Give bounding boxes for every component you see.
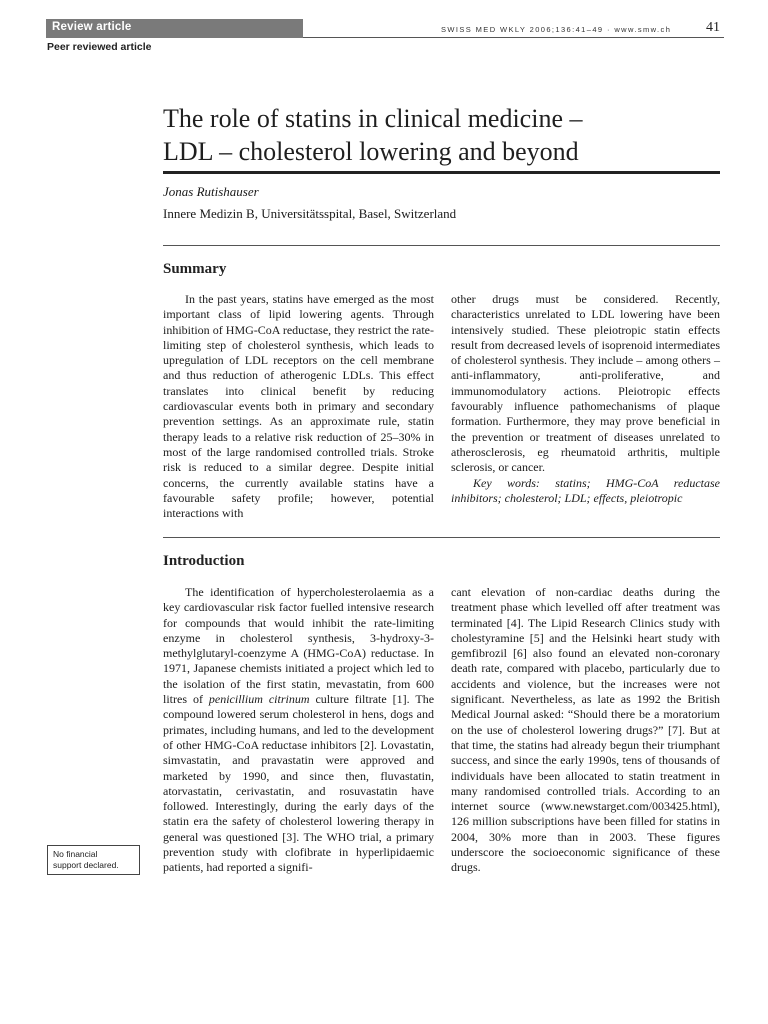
species-name: penicillium citrinum xyxy=(208,692,310,707)
title-rule xyxy=(163,171,720,174)
header-rule xyxy=(303,37,724,38)
author-name: Jonas Rutishauser xyxy=(163,184,259,199)
author-affiliation: Innere Medizin B, Universitätsspital, Basel, Switzerland xyxy=(163,206,457,221)
intro-text-a: The identification of hypercholesterolaemia as a key cardiovascular risk factor fuelled intensive research for compounds that would inhibit the rate-limiting enzyme in cholesterol synthesis, 3-hydroxy-3-methylglutaryl-coenzyme A (HMG-CoA) reductase. In 1971, Japanese chemists initiated a project which led to the isolation of the first statin, mevastatin, from 600 litres of xyxy=(163,585,434,707)
summary-heading: Summary xyxy=(163,261,227,277)
introduction-heading: Introduction xyxy=(163,553,245,569)
peer-review-label: Peer reviewed article xyxy=(47,41,152,53)
title-line-2: LDL – cholesterol lowering and beyond xyxy=(163,137,579,166)
intro-right-column xyxy=(451,585,720,876)
intro-left-column xyxy=(163,585,434,876)
funding-note-line-2: support declared. xyxy=(53,860,119,870)
summary-paragraph-2: other drugs must be considered. Recently, characteristics unrelated to LDL lowering have been intensively studied. These pleiotropic statin effects result from decreased levels of isoprenoid intermediates of cholesterol synthesis. They include – among others – anti-inflammatory, anti-proliferative, and immunomodulatory actions. Pleiotropic effects favourably influence pathomechanisms of plaque formation. Furthermore, they may prove beneficial in the prevention or treatment of diseases unrelated to atherosclerosis, eg rheumatoid arthritis, multiple sclerosis, or cancer. xyxy=(451,292,720,475)
title-line-1: The role of statins in clinical medicine – xyxy=(163,104,583,133)
section-rule xyxy=(163,245,720,246)
funding-note-line-1: No financial xyxy=(53,849,98,859)
intro-text-b: culture filtrate [1]. The compound lowered serum cholesterol in hens, dogs and primates, including humans, and led to the development of other HMG-CoA reductase inhibitors [2]. Lovastatin, simvastatin, and pravastatin were approved and marketed by 1990, and since then, fluvastatin, atorvastatin, cerivastatin, and rosuvastatin have followed. Interestingly, during the early days of the statin era the safety of cholesterol lowering therapy in general was questioned [3]. The WHO trial, a primary prevention study with clofibrate in hyperlipidaemic patients, had reported a signifi- xyxy=(163,692,435,875)
summary-paragraph-1: In the past years, statins have emerged as the most important class of lipid lowering agents. Through inhibition of HMG-CoA reductase, they restrict the rate-limiting step of cholesterol synthesis, which leads to upregulation of LDL receptors on the cell membrane and thus reduction of atherogenic LDLs. This effect translates into clinical benefit by reducing cardiovascular events both in primary and secondary prevention settings. As an approximate rule, statin therapy leads to a relative risk reduction of 25–30% in most of the large randomised controlled trials. Stroke risk is reduced to a similar degree. Despite initial concerns, the currently available statins have a favourable safety profile; however, potential interactions with xyxy=(163,292,434,521)
keywords: Key words: statins; HMG-CoA reductase inhibitors; cholesterol; LDL; effects, pleiotropic xyxy=(451,475,720,505)
intro-paragraph-1 xyxy=(163,585,434,876)
journal-reference: SWISS MED WKLY 2006;136:41–49 · www.smw.ch xyxy=(441,25,672,34)
summary-right-column xyxy=(451,292,720,506)
funding-note-box xyxy=(47,845,140,875)
section-tag: Review article xyxy=(52,21,132,33)
section-rule-2 xyxy=(163,537,720,538)
intro-paragraph-2: cant elevation of non-cardiac deaths during the treatment phase which levelled off after treatment was terminated [4]. The Lipid Research Clinics study with cholestyramine [5] and the Helsinki heart study with gemfibrozil [6] also found an elevated non-coronary death rate, compared with placebo, particularly due to accidents and violence, but the increases were not significant. Nevertheless, as late as 1992 the British Medical Journal asked: “Should there be a moratorium on the use of cholesterol lowering drugs?” [7]. But at that time, the statins had already begun their triumphant success, and since the early 1990s, tens of thousands of individuals have been allocated to statin treatment in many randomised controlled trials. According to an internet source (www.newstarget.com/003425.html), 126 million subscriptions have been filled for statins in 2004, 30% more than in 2003. These figures underscore the socioeconomic significance of these drugs. xyxy=(451,585,720,875)
summary-left-column xyxy=(163,292,434,521)
page-number: 41 xyxy=(706,20,720,35)
article-title xyxy=(163,102,723,168)
